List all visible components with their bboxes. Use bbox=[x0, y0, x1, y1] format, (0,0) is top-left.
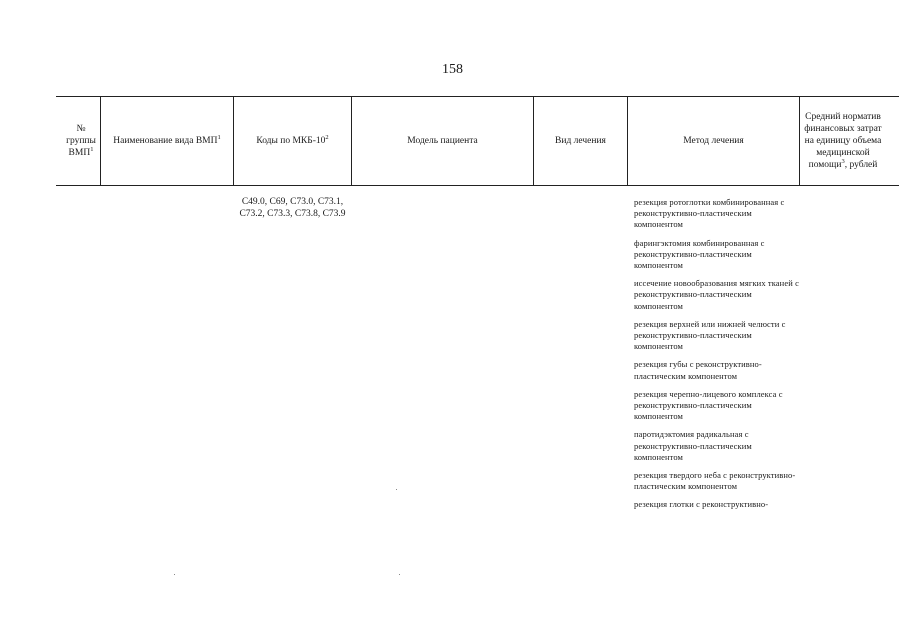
list-item: резекция ротоглотки комбинированная с реконструктивно-пластическим компонентом bbox=[634, 197, 785, 230]
header-patient-model: Модель пациента bbox=[407, 135, 478, 146]
header-average-cost: Средний норматив финансовых затрат на единицу объема медицинской помощи$^3$, рублей bbox=[804, 111, 882, 170]
scan-speck bbox=[396, 489, 397, 490]
table-header-bottom-rule bbox=[56, 185, 899, 186]
list-item: резекция твердого неба с реконструктивно-пластическим компонентом bbox=[634, 470, 796, 492]
scan-speck bbox=[174, 574, 175, 575]
list-item: фарингэктомия комбинированная с реконструктивно-пластическим компонентом bbox=[634, 237, 765, 271]
list-item: резекция глотки с реконструктивно- bbox=[634, 499, 769, 510]
list-item: паротидэктомия радикальная с реконструктивно-пластическим компонентом bbox=[634, 429, 752, 462]
header-treatment-method: Метод лечения bbox=[683, 135, 744, 146]
list-item: резекция верхней или нижней челюсти с реконструктивно-пластическим компонентом bbox=[634, 318, 786, 352]
list-item: резекция губы с реконструктивно-пластическим компонентом bbox=[634, 359, 762, 381]
list-item: иссечение новообразования мягких тканей с реконструктивно-пластическим компонентом bbox=[634, 278, 799, 311]
header-treatment-type: Вид лечения bbox=[555, 135, 606, 146]
treatment-methods-list bbox=[634, 197, 802, 518]
icd-codes-cell: C49.0, C69, C73.0, C73.1, C73.2, C73.3, C73.8, C73.9 bbox=[239, 197, 346, 219]
list-item: резекция черепно-лицевого комплекса с реконструктивно-пластическим компонентом bbox=[634, 388, 783, 422]
scan-speck bbox=[399, 574, 400, 575]
header-icd-codes: Коды по МКБ-$10^2$ bbox=[256, 133, 329, 146]
header-group-number: № группы ВМП$^1$ bbox=[66, 123, 96, 158]
page-number: 158 bbox=[442, 62, 463, 77]
header-vmp-name: Наименование вида ВМП$^1$ bbox=[113, 133, 221, 146]
